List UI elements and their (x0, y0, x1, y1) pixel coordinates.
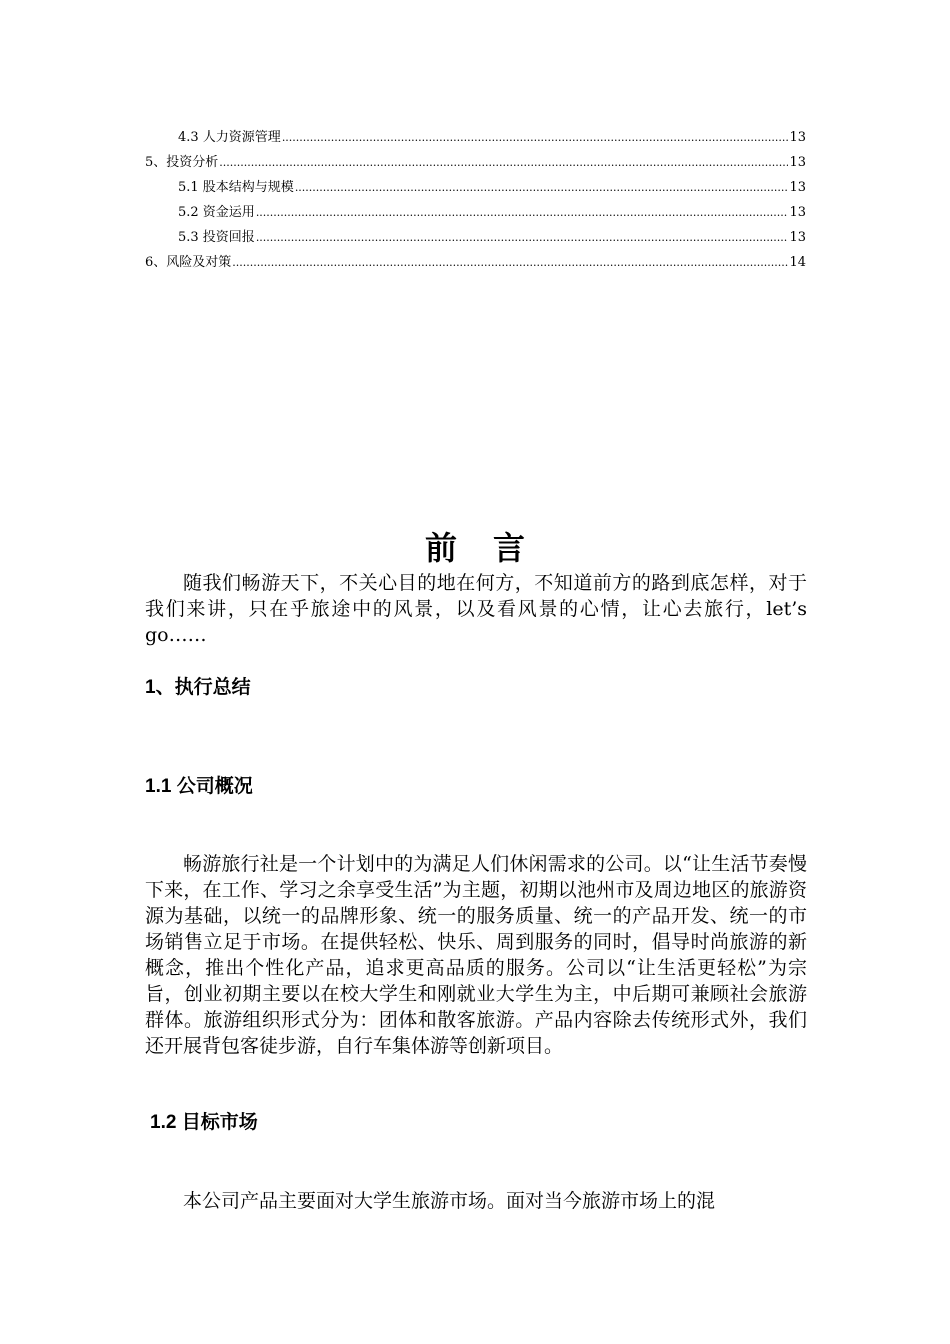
toc-entry[interactable] (145, 175, 806, 200)
toc-entry-label: 5、投资分析 (145, 155, 219, 170)
toc-entry-page: 14 (789, 255, 806, 270)
company-overview-paragraph: 畅游旅行社是一个计划中的为满足人们休闲需求的公司。以“让生活节奏慢下来，在工作、学习之余享受生活”为主题，初期以池州市及周边地区的旅游资源为基础，以统一的品牌形象、统一的服务质量、统一的产品开发、统一的市场销售立足于市场。在提供轻松、快乐、周到服务的同时，倡导时尚旅游的新概念，推出个性化产品，追求更高品质的服务。公司以“让生活更轻松”为宗旨，创业初期主要以在校大学生和刚就业大学生为主，中后期可兼顾社会旅游群体。旅游组织形式分为：团体和散客旅游。产品内容除去传统形式外，我们还开展背包客徒步游，自行车集体游等创新项目。 (145, 853, 807, 1057)
toc-entry[interactable] (145, 150, 806, 175)
toc-dot-leader (256, 225, 789, 250)
section-heading-executive-summary: 1、执行总结 (145, 677, 251, 698)
toc-entry[interactable] (145, 200, 806, 225)
toc-entry-label: 6、风险及对策 (145, 255, 232, 270)
target-market-paragraph: 本公司产品主要面对大学生旅游市场。面对当今旅游市场上的混 (183, 1190, 716, 1212)
toc-entry-label: 5.3 投资回报 (178, 230, 255, 245)
toc-entry-label: 4.3 人力资源管理 (178, 130, 281, 145)
toc-entry-page: 13 (789, 130, 806, 145)
toc-dot-leader (282, 125, 789, 150)
toc-dot-leader (295, 175, 789, 200)
toc-entry-page: 13 (789, 180, 806, 195)
toc-entry[interactable] (145, 125, 806, 150)
table-of-contents (145, 125, 806, 275)
preface-paragraph: 随我们畅游天下，不关心目的地在何方，不知道前方的路到底怎样，对于我们来讲，只在乎旅途中的风景，以及看风景的心情，让心去旅行，let’s go…… (145, 572, 807, 646)
preface-title: 前言 (424, 529, 561, 567)
toc-entry[interactable] (145, 225, 806, 250)
toc-entry-page: 13 (789, 230, 806, 245)
toc-entry-page: 13 (789, 155, 806, 170)
toc-entry-label: 5.2 资金运用 (178, 205, 255, 220)
toc-entry[interactable] (145, 250, 806, 275)
toc-entry-page: 13 (789, 205, 806, 220)
toc-dot-leader (219, 150, 788, 175)
toc-dot-leader (256, 200, 789, 225)
toc-entry-label: 5.1 股本结构与规模 (178, 180, 294, 195)
toc-dot-leader (232, 250, 788, 275)
section-heading-target-market: 1.2 目标市场 (150, 1112, 258, 1133)
section-heading-company-overview: 1.1 公司概况 (145, 776, 253, 797)
